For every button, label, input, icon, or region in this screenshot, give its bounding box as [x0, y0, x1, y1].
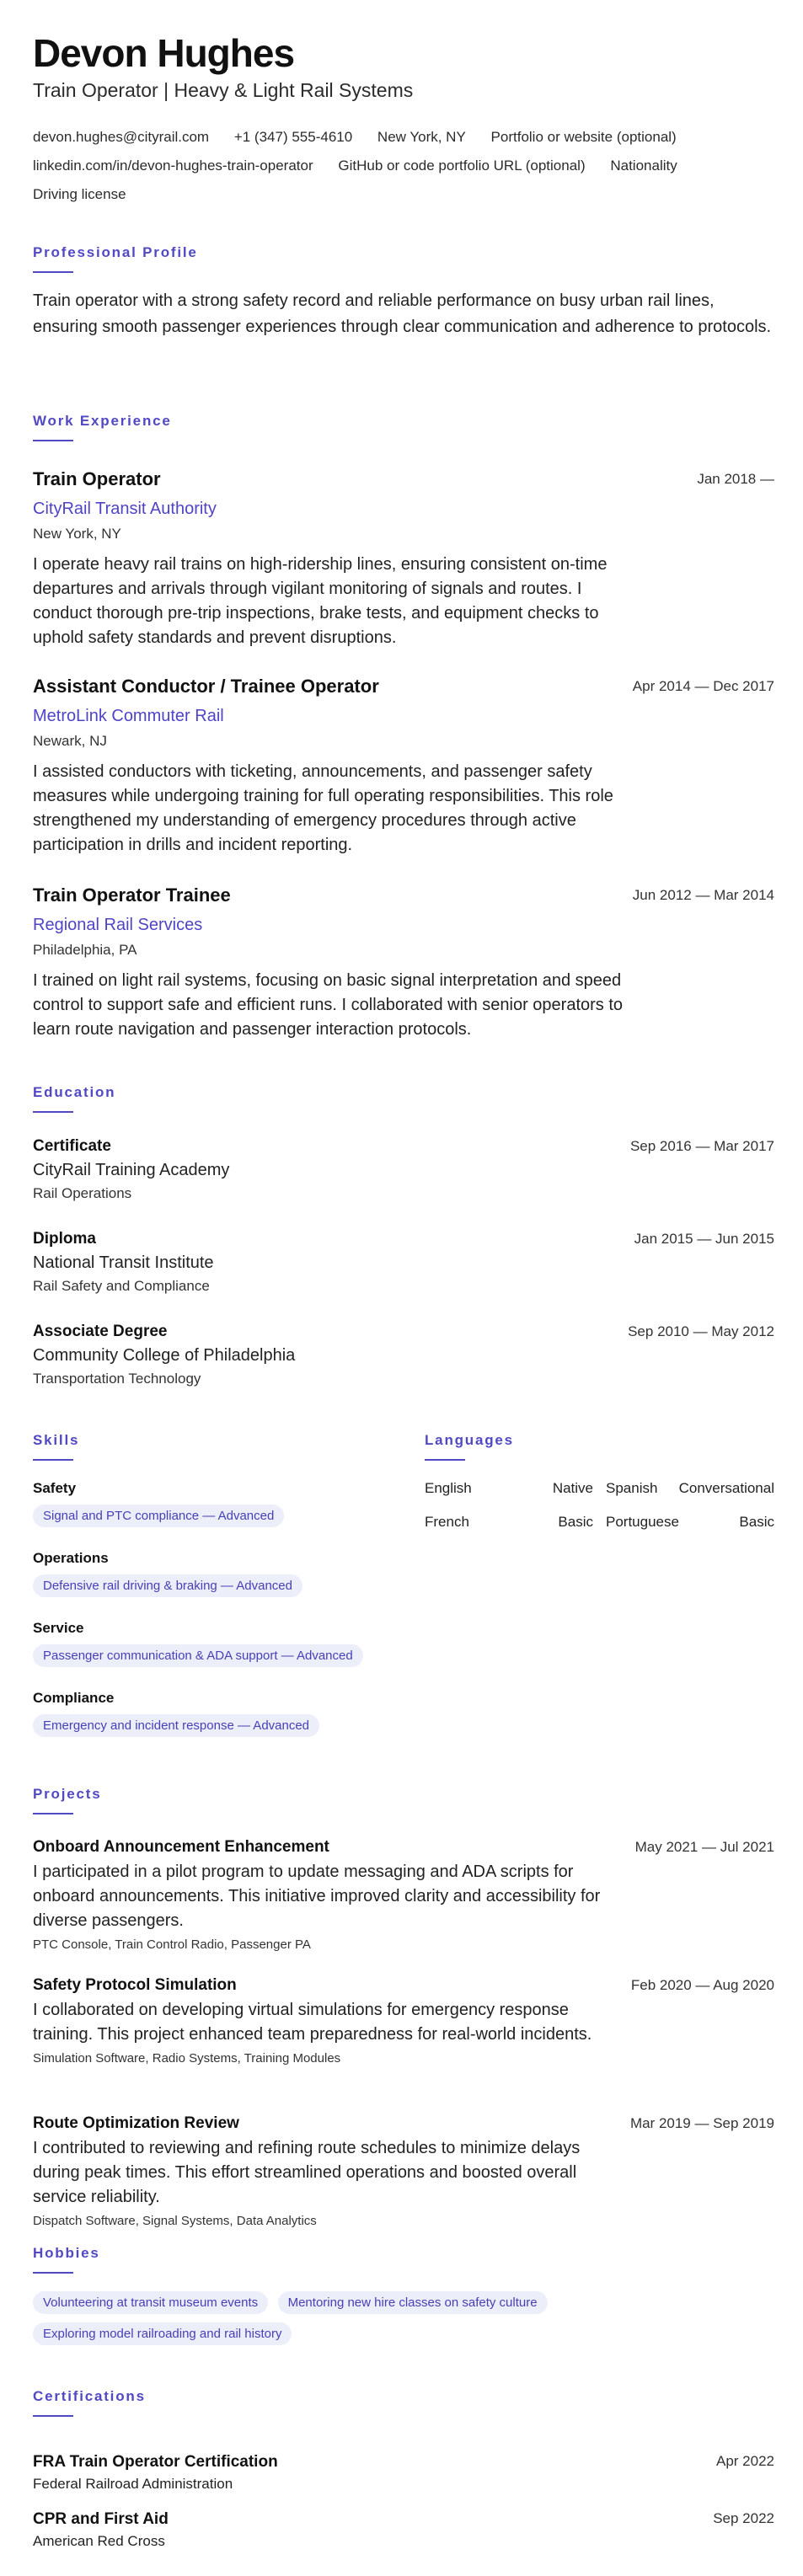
- contact-phone[interactable]: +1 (347) 555-4610: [233, 129, 353, 145]
- section-divider: [33, 1111, 73, 1113]
- education-institution: Community College of Philadelphia: [33, 1346, 296, 1365]
- section-heading-hobbies: [33, 2245, 100, 2262]
- project-dates: Mar 2019 — Sep 2019: [629, 2115, 774, 2131]
- section-heading-skills: [33, 1432, 79, 1449]
- section-divider: [425, 1459, 465, 1461]
- resume-page: [33, 0, 774, 2576]
- candidate-title: Train Operator | Heavy & Light Rail Systems: [33, 79, 414, 101]
- job-entry: [33, 884, 774, 1042]
- certification-date: Apr 2022: [716, 2453, 774, 2469]
- job-company: Regional Rail Services: [33, 916, 203, 934]
- skill-pill: Passenger communication & ADA support — Advanced: [33, 1644, 363, 1667]
- skill-group: [33, 1690, 404, 1737]
- education-entry: [33, 1323, 774, 1387]
- education-degree: Diploma: [33, 1230, 96, 1248]
- education-institution: National Transit Institute: [33, 1253, 214, 1272]
- skill-group-name: Service: [33, 1620, 84, 1636]
- hobby-list: [33, 2291, 623, 2354]
- language-name: Portuguese: [606, 1514, 679, 1530]
- project-description: I participated in a pilot program to update messaging and ADA scripts for onboard announcements. This initiative improved clarity and accessibility for diverse passengers.: [33, 1863, 601, 1930]
- profile-summary: Train operator with a strong safety record and reliable performance on busy urban rail lines, ensuring smooth passenger experiences through clear communication and adherence to protocols.: [33, 291, 772, 336]
- language-item: [606, 1514, 774, 1531]
- job-location: Philadelphia, PA: [33, 942, 137, 958]
- skill-group: [33, 1620, 404, 1667]
- section-divider: [33, 1459, 73, 1461]
- project-tech: Simulation Software, Radio Systems, Training Modules: [33, 2051, 341, 2066]
- hobby-pill: Mentoring new hire classes on safety culture: [278, 2291, 548, 2314]
- project-dates: Feb 2020 — Aug 2020: [630, 1977, 774, 1993]
- job-description: I operate heavy rail trains on high-ridership lines, ensuring consistent on-time departures and arrivals through vigilant monitoring of signals and routes. I conduct thorough pre-trip inspections, brake tests, and equipment checks to uphold safety standards and prevent disruptions.: [33, 555, 608, 647]
- hobby-pill: Exploring model railroading and rail history: [33, 2322, 292, 2345]
- job-dates: Jan 2018 —: [697, 471, 774, 487]
- project-title: Onboard Announcement Enhancement: [33, 1838, 329, 1856]
- certification-entry: [33, 2453, 774, 2493]
- section-heading-text: Education: [33, 1084, 116, 1100]
- section-divider: [33, 1813, 73, 1814]
- skill-group: [33, 1480, 404, 1527]
- section-heading-text: Hobbies: [33, 2245, 100, 2261]
- language-item: [425, 1514, 593, 1531]
- section-heading-text: Languages: [425, 1432, 514, 1448]
- section-heading-languages: [425, 1432, 514, 1449]
- certification-date: Sep 2022: [713, 2510, 774, 2526]
- contact-nationality: Nationality: [610, 158, 677, 174]
- section-heading-text: Work Experience: [33, 413, 172, 429]
- language-level: Basic: [558, 1514, 593, 1530]
- job-dates: Jun 2012 — Mar 2014: [632, 887, 774, 903]
- skill-group-name: Safety: [33, 1480, 77, 1496]
- skill-group-name: Compliance: [33, 1690, 115, 1706]
- project-entry: [33, 1838, 774, 1952]
- job-company: CityRail Transit Authority: [33, 500, 217, 518]
- project-tech: PTC Console, Train Control Radio, Passenger PA: [33, 1937, 311, 1952]
- language-level: Native: [552, 1480, 593, 1496]
- education-dates: Sep 2016 — Mar 2017: [629, 1138, 774, 1154]
- job-description: I assisted conductors with ticketing, announcements, and passenger safety measures while undergoing training for full operating responsibilities. This role strengthened my understanding of emergency procedures through active participation in drills and incident reporting.: [33, 762, 613, 854]
- education-dates: Sep 2010 — May 2012: [628, 1323, 774, 1339]
- contact-linkedin[interactable]: linkedin.com/in/devon-hughes-train-operator: [33, 158, 313, 174]
- candidate-name: Devon Hughes: [33, 31, 295, 75]
- language-item: [425, 1480, 593, 1497]
- contact-portfolio[interactable]: Portfolio or website (optional): [490, 129, 677, 145]
- section-divider: [33, 440, 73, 441]
- project-title: Route Optimization Review: [33, 2114, 239, 2132]
- language-name: English: [425, 1480, 472, 1496]
- contact-location: New York, NY: [377, 129, 466, 145]
- skill-group: [33, 1550, 404, 1597]
- hobby-pill: Volunteering at transit museum events: [33, 2291, 268, 2314]
- section-heading-text: Skills: [33, 1432, 80, 1448]
- job-location: Newark, NJ: [33, 733, 107, 749]
- job-title: Train Operator Trainee: [33, 884, 231, 906]
- job-entry: [33, 676, 774, 858]
- education-entry: [33, 1137, 774, 1202]
- language-name: Spanish: [606, 1480, 658, 1496]
- job-location: New York, NY: [33, 526, 121, 542]
- section-divider: [33, 271, 73, 273]
- language-item: [606, 1480, 774, 1497]
- project-entry: [33, 1976, 774, 2066]
- education-institution: CityRail Training Academy: [33, 1161, 230, 1179]
- education-entry: [33, 1230, 774, 1295]
- job-description: I trained on light rail systems, focusing on basic signal interpretation and speed control to support safe and efficient runs. I collaborated with senior operators to learn route navigation and passenger interaction protocols.: [33, 971, 624, 1039]
- contact-license: Driving license: [33, 186, 126, 202]
- education-dates: Jan 2015 — Jun 2015: [634, 1231, 774, 1247]
- project-title: Safety Protocol Simulation: [33, 1976, 237, 1994]
- section-heading-text: Certifications: [33, 2388, 146, 2404]
- project-entry: [33, 2114, 774, 2228]
- education-field: Rail Operations: [33, 1185, 132, 1201]
- certification-entry: [33, 2510, 774, 2550]
- section-heading-projects: [33, 1786, 102, 1803]
- project-dates: May 2021 — Jul 2021: [634, 1839, 774, 1855]
- contact-github[interactable]: GitHub or code portfolio URL (optional): [338, 158, 586, 174]
- education-degree: Associate Degree: [33, 1323, 168, 1340]
- project-tech: Dispatch Software, Signal Systems, Data Analytics: [33, 2214, 317, 2228]
- section-heading-text: Professional Profile: [33, 244, 198, 260]
- job-title: Train Operator: [33, 468, 161, 489]
- section-divider: [33, 2272, 73, 2274]
- contact-info: [33, 123, 791, 209]
- certification-name: FRA Train Operator Certification: [33, 2453, 278, 2471]
- education-field: Rail Safety and Compliance: [33, 1278, 210, 1294]
- contact-email[interactable]: devon.hughes@cityrail.com: [33, 129, 210, 145]
- language-level: Basic: [739, 1514, 774, 1530]
- skill-pill: Signal and PTC compliance — Advanced: [33, 1504, 284, 1527]
- job-title: Assistant Conductor / Trainee Operator: [33, 676, 379, 697]
- certification-issuer: American Red Cross: [33, 2533, 165, 2549]
- project-description: I collaborated on developing virtual simulations for emergency response training. This project enhanced team preparedness for real-world incidents.: [33, 2001, 592, 2044]
- job-dates: Apr 2014 — Dec 2017: [632, 678, 774, 694]
- education-field: Transportation Technology: [33, 1371, 201, 1387]
- certification-name: CPR and First Aid: [33, 2510, 169, 2528]
- job-company: MetroLink Commuter Rail: [33, 707, 224, 725]
- language-name: French: [425, 1514, 469, 1530]
- job-entry: [33, 468, 774, 650]
- section-heading-experience: [33, 413, 172, 430]
- language-level: Conversational: [678, 1480, 774, 1496]
- skill-pill: Emergency and incident response — Advanced: [33, 1714, 319, 1737]
- skill-group-name: Operations: [33, 1550, 109, 1566]
- certification-issuer: Federal Railroad Administration: [33, 2476, 233, 2492]
- section-heading-education: [33, 1084, 115, 1101]
- education-degree: Certificate: [33, 1137, 111, 1155]
- section-heading-profile: [33, 244, 198, 261]
- section-heading-text: Projects: [33, 1786, 102, 1802]
- skill-pill: Defensive rail driving & braking — Advanced: [33, 1574, 302, 1597]
- project-description: I contributed to reviewing and refining route schedules to minimize delays during peak times. This effort streamlined operations and boosted overall service reliability.: [33, 2139, 581, 2206]
- section-heading-certifications: [33, 2388, 146, 2405]
- section-divider: [33, 2415, 73, 2417]
